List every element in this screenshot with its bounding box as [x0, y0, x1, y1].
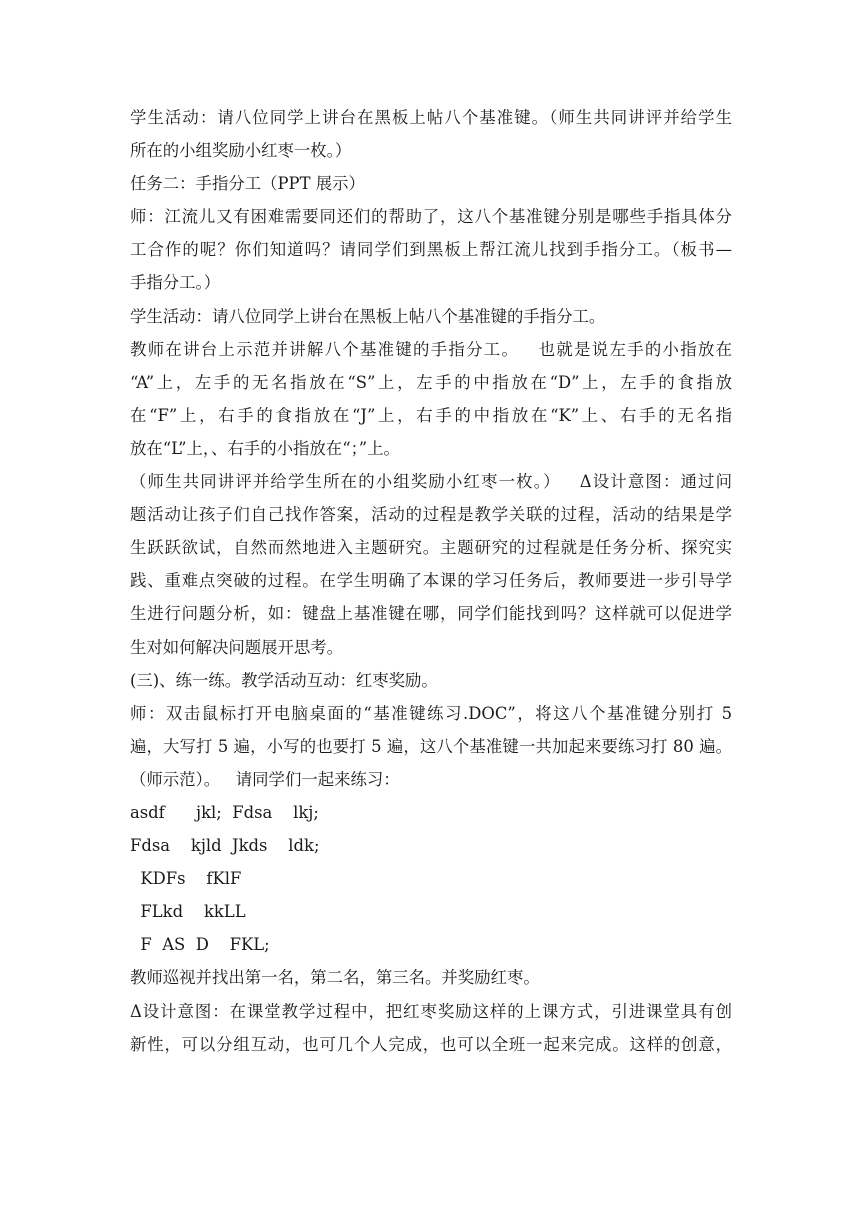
- paragraph-line: 生对如何解决问题展开思考。: [130, 637, 344, 657]
- paragraph-line: 所在的小组奖励小红枣一枚。）: [130, 141, 352, 161]
- paragraph-line: 放在“L”上，、右手的小指放在“；”上。: [130, 438, 400, 458]
- paragraph-line: 在“F”上，右手的食指放在“J”上，右手的中指放在“K”上、右手的无名指: [130, 405, 732, 425]
- paragraph-line: （师生共同讲评并给学生所在的小组奖励小红枣一枚。） Δ设计意图：通过问: [130, 472, 732, 492]
- paragraph-line: “A”上，左手的无名指放在“S”上，左手的中指放在“D”上，左手的食指放: [130, 372, 732, 392]
- paragraph-line: 题活动让孩子们自己找作答案，活动的过程是教学关联的过程，活动的结果是学: [130, 505, 732, 525]
- paragraph-line: 教师在讲台上示范并讲解八个基准键的手指分工。 也就是说左手的小指放在: [130, 339, 732, 359]
- paragraph-line: 师：双击鼠标打开电脑桌面的“基准键练习.DOC”，将这八个基准键分别打 5: [130, 703, 732, 723]
- section-heading: 任务二：手指分工（PPT 展示）: [130, 174, 365, 194]
- paragraph-line: 遍，大写打 5 遍，小写的也要打 5 遍，这八个基准键一共加起来要练习打 80 遍。: [130, 736, 732, 756]
- paragraph-line: 工合作的呢？你们知道吗？请同学们到黑板上帮江流儿找到手指分工。（板书—: [130, 240, 732, 260]
- practice-keys-line: Fdsa kjld Jkds ldk;: [130, 836, 320, 856]
- paragraph-line: 学生活动：请八位同学上讲台在黑板上帖八个基准键。（师生共同讲评并给学生: [130, 108, 732, 127]
- practice-keys-line: F AS D FKL;: [130, 935, 270, 955]
- paragraph-line: 师：江流儿又有困难需要同还们的帮助了，这八个基准键分别是哪些手指具体分: [130, 207, 732, 227]
- paragraph-line: 手指分工。）: [130, 273, 221, 293]
- practice-keys-line: FLkd kkLL: [130, 902, 246, 922]
- practice-keys-line: KDFs fKlF: [130, 869, 242, 889]
- paragraph-line: 生跃跃欲试，自然而然地进入主题研究。主题研究的过程就是任务分析、探究实: [130, 538, 732, 558]
- paragraph-line: 生进行问题分析，如：键盘上基准键在哪，同学们能找到吗？这样就可以促进学: [130, 604, 732, 624]
- paragraph-line: 践、重难点突破的过程。在学生明确了本课的学习任务后，教师要进一步引导学: [130, 571, 732, 591]
- paragraph-line: 新性，可以分组互动，也可几个人完成，也可以全班一起来完成。这样的创意，: [130, 1034, 732, 1054]
- section-heading: (三)、练一练。教学活动互动：红枣奖励。: [130, 670, 438, 690]
- paragraph-line: （师示范）。 请同学们一起来练习：: [130, 769, 400, 789]
- paragraph-line: Δ设计意图：在课堂教学过程中，把红枣奖励这样的上课方式，引进课堂具有创: [130, 1001, 732, 1021]
- document-body: [130, 101, 732, 1061]
- practice-keys-line: asdf jkl; Fdsa lkj;: [130, 802, 319, 822]
- paragraph-line: 学生活动：请八位同学上讲台在黑板上帖八个基准键的手指分工。: [130, 306, 606, 326]
- paragraph-line: 教师巡视并找出第一名，第二名，第三名。并奖励红枣。: [130, 968, 540, 988]
